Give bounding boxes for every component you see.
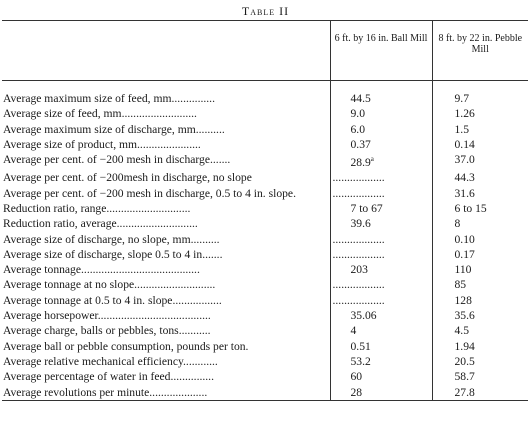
row-label-text: Average per cent. of −200 mesh in discharge (3, 153, 210, 167)
row-label (2, 186, 330, 201)
pebble-mill-value-text: 1.5 (454, 122, 469, 136)
dot-leader: ............... (171, 92, 215, 105)
dot-leader: ............... (170, 370, 214, 384)
ball-mill-value-text: .................. (332, 186, 385, 200)
row-label (2, 323, 330, 338)
row-label (2, 293, 330, 308)
ball-mill-value-text: .................. (332, 278, 385, 292)
row-label (2, 201, 330, 216)
pebble-mill-value (432, 170, 528, 185)
row-label (2, 170, 330, 185)
dot-leader: .......... (195, 122, 225, 136)
row-label (2, 277, 330, 292)
row-label (2, 339, 330, 354)
pebble-mill-value-text: 4.5 (454, 324, 469, 338)
ball-mill-value-text: 0.51 (350, 339, 371, 353)
ball-mill-value-text: 0.37 (350, 137, 371, 151)
pebble-mill-value-text: 27.8 (454, 385, 475, 399)
pebble-mill-value-text: 37.0 (454, 153, 475, 167)
row-label-text: Average size of product, mm (3, 137, 138, 151)
table-row (2, 106, 528, 121)
table-row (2, 385, 528, 401)
dot-leader: ...................... (137, 137, 201, 151)
ball-mill-value-text: 28 (350, 385, 363, 399)
row-label-text: Average relative mechanical efficiency (3, 354, 184, 368)
spacer-row (2, 81, 528, 92)
table-title: Table II (241, 4, 290, 18)
ball-mill-value-text: 44.5 (350, 92, 371, 105)
dot-leader: ................. (172, 293, 222, 307)
ball-mill-value-text: .................. (332, 293, 385, 307)
pebble-mill-value (432, 106, 528, 121)
pebble-mill-value (432, 323, 528, 338)
row-label-text: Average tonnage (3, 263, 82, 277)
table-row (2, 186, 528, 201)
ball-mill-value (330, 339, 432, 354)
table-row (2, 293, 528, 308)
ball-mill-value (330, 106, 432, 121)
table-row (2, 152, 528, 170)
table-row (2, 369, 528, 384)
pebble-mill-value-text: 0.10 (454, 232, 475, 246)
row-label (2, 106, 330, 121)
table-row (2, 91, 528, 106)
dot-leader: ............................ (134, 278, 216, 292)
pebble-mill-value (432, 339, 528, 354)
row-label (2, 385, 330, 401)
row-label-text: Average per cent. of −200 mesh in discharge, 0.5 to 4 in. slope. (3, 186, 296, 200)
dot-leader: ........... (178, 324, 211, 338)
header-ball-mill: 6 ft. by 16 in. Ball Mill (330, 21, 432, 81)
row-label (2, 369, 330, 384)
row-label (2, 354, 330, 369)
ball-mill-value-text: 7 to 67 (350, 201, 383, 215)
row-label-text: Average percentage of water in feed (3, 370, 171, 384)
ball-mill-value (330, 293, 432, 308)
row-label (2, 247, 330, 262)
pebble-mill-value (432, 232, 528, 247)
dot-leader: ....... (202, 247, 223, 261)
pebble-mill-value (432, 152, 528, 170)
ball-mill-value (330, 152, 432, 170)
dot-leader: ............ (183, 354, 218, 368)
table-row (2, 201, 528, 216)
pebble-mill-value-text: 31.6 (454, 186, 475, 200)
ball-mill-value (330, 216, 432, 231)
pebble-mill-value (432, 137, 528, 152)
ball-mill-value (330, 201, 432, 216)
pebble-mill-value (432, 201, 528, 216)
pebble-mill-value (432, 385, 528, 401)
pebble-mill-value (432, 369, 528, 384)
row-label-text: Average size of discharge, no slope, mm (3, 232, 191, 246)
row-label (2, 232, 330, 247)
ball-mill-value-text: 6.0 (350, 122, 365, 136)
row-label-text: Average size of feed, mm (3, 107, 122, 121)
row-label-text: Average revolutions per minute (3, 385, 150, 399)
pebble-mill-value-text: 1.26 (454, 107, 475, 121)
pebble-mill-value-text: 9.7 (454, 92, 469, 105)
ball-mill-value (330, 385, 432, 401)
ball-mill-value-text: 9.0 (350, 107, 365, 121)
ball-mill-value-text: 39.6 (350, 217, 371, 231)
pebble-mill-value (432, 186, 528, 201)
pebble-mill-value (432, 122, 528, 137)
table-row (2, 247, 528, 262)
ball-mill-value (330, 247, 432, 262)
row-label (2, 308, 330, 323)
ball-mill-value (330, 262, 432, 277)
row-label-text: Reduction ratio, range (3, 201, 107, 215)
row-label-text: Average maximum size of feed, mm (3, 92, 172, 105)
header-pebble-mill: 8 ft. by 22 in. Pebble Mill (432, 21, 528, 81)
row-label-text: Average maximum size of discharge, mm (3, 122, 196, 136)
pebble-mill-value (432, 247, 528, 262)
header-description (2, 21, 330, 81)
footnote-marker: a (370, 155, 374, 164)
pebble-mill-value (432, 262, 528, 277)
dot-leader: ............................. (106, 201, 191, 215)
ball-mill-value-text: 60 (350, 370, 363, 384)
pebble-mill-value-text: 20.5 (454, 354, 475, 368)
dot-leader: ....... (210, 153, 231, 167)
ball-mill-value-text: .................. (332, 232, 385, 246)
pebble-mill-value-text: 8 (454, 217, 461, 231)
pebble-mill-value (432, 277, 528, 292)
pebble-mill-value (432, 308, 528, 323)
pebble-mill-value (432, 354, 528, 369)
ball-mill-value-text: 53.2 (350, 354, 371, 368)
table-row (2, 170, 528, 185)
header-row (2, 21, 528, 81)
ball-mill-value (330, 369, 432, 384)
ball-mill-value-text: .................. (332, 247, 385, 261)
row-label (2, 137, 330, 152)
row-label (2, 152, 330, 170)
ball-mill-value-text: 4 (350, 324, 357, 338)
pebble-mill-value-text: 35.6 (454, 309, 475, 323)
ball-mill-value (330, 232, 432, 247)
ball-mill-value-text: .................. (332, 171, 385, 185)
dot-leader: .......................... (121, 107, 197, 121)
row-label (2, 91, 330, 106)
data-table (2, 20, 528, 401)
ball-mill-value (330, 277, 432, 292)
pebble-mill-value (432, 91, 528, 106)
table-row (2, 308, 528, 323)
table-row (2, 354, 528, 369)
row-label-text: Average charge, balls or pebbles, tons (3, 324, 179, 338)
row-label-text: Average tonnage at no slope (3, 278, 135, 292)
pebble-mill-value-text: 58.7 (454, 370, 475, 384)
dot-leader: ......................................... (81, 263, 200, 277)
row-label-text: Average per cent. of −200mesh in discharge, no slope (3, 171, 252, 185)
ball-mill-value (330, 308, 432, 323)
row-label-text: Average horsepower (3, 309, 98, 323)
table-row (2, 277, 528, 292)
dot-leader: .................... (149, 385, 208, 399)
ball-mill-value-text: 35.06 (350, 309, 377, 323)
ball-mill-value (330, 323, 432, 338)
ball-mill-value (330, 122, 432, 137)
dot-leader: .......... (190, 232, 220, 246)
ball-mill-value-text: 28.9 (350, 156, 371, 170)
dot-leader: ....................................... (97, 309, 211, 323)
ball-mill-value (330, 137, 432, 152)
row-label-text: Average size of discharge, slope 0.5 to 4 in (3, 247, 203, 261)
row-label-text: Reduction ratio, average (3, 217, 117, 231)
pebble-mill-value-text: 1.94 (454, 339, 475, 353)
ball-mill-value (330, 186, 432, 201)
table-row (2, 339, 528, 354)
ball-mill-value (330, 354, 432, 369)
pebble-mill-value-text: 0.14 (454, 137, 475, 151)
row-label (2, 122, 330, 137)
pebble-mill-value-text: 44.3 (454, 171, 475, 185)
pebble-mill-value-text: 128 (454, 293, 472, 307)
table-body (2, 81, 528, 401)
pebble-mill-value-text: 0.17 (454, 247, 475, 261)
table-row (2, 262, 528, 277)
row-label-text: Average ball or pebble consumption, pounds per ton. (3, 339, 249, 353)
pebble-mill-value-text: 6 to 15 (454, 201, 487, 215)
pebble-mill-value (432, 293, 528, 308)
pebble-mill-value-text: 85 (454, 278, 467, 292)
pebble-mill-value (432, 216, 528, 231)
table-row (2, 323, 528, 338)
dot-leader: ............................ (116, 217, 198, 231)
row-label (2, 216, 330, 231)
table-row (2, 232, 528, 247)
row-label (2, 262, 330, 277)
table-row (2, 137, 528, 152)
ball-mill-value-text: 203 (350, 263, 368, 277)
ball-mill-value (330, 91, 432, 106)
table-row (2, 216, 528, 231)
ball-mill-value (330, 170, 432, 185)
row-label-text: Average tonnage at 0.5 to 4 in. slope (3, 293, 173, 307)
table-row (2, 122, 528, 137)
pebble-mill-value-text: 110 (454, 263, 472, 277)
